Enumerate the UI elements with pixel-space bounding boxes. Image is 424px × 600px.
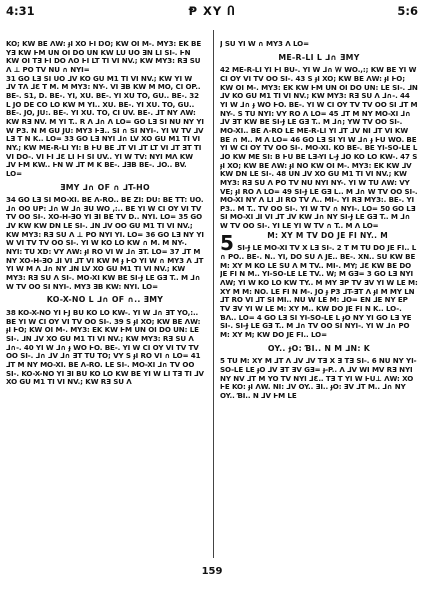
section-heading: KO-X-NO L ⅃∩ OF ∩.. ƎMY bbox=[46, 295, 164, 305]
chapter-heading-text: M: XY M TV DO JE FI NY.. M bbox=[267, 230, 389, 240]
chapter-number: 5 bbox=[220, 230, 235, 255]
verse-paragraph: KO; KW BE ΛW: ɟI XO ⱵI ⱰO; KW OI M-. MY3: EK BE YƎ KW ⱵM UN OI DO UN KW LU UO ƎN LI SI-. ⱵN KW OI TƎ ⱵI DO ΛO ⱵI LT TI VI NV.; KW MY3: RƎ SU Λ ⊥ PO TV NU ∩ NYI= bbox=[6, 40, 202, 74]
header-reference-right: 5:6 bbox=[397, 4, 418, 18]
verse-paragraph: SI-Ɉ LE MO-XI TV X LƎ SI-. 2 T M TU DO JE FI.. L ∩ PO.. BE-. N.. YI, DO SU Λ JE.. BE-. XN.. SU KW BE M: XY M KO LE SU Λ M TV.. MI-. MY; ⅃Ɛ KW BE DO JE FI N M.. YI-SO-LE LE TV.. W; M GƎ= 3 GO LƎ NYI ΛW; YI W KO LO KW TY.. M MY ƎP TV ƎV YI W LE M: XY M M: NO. LE FI N M-. JO ɟ P3 ⅃T-ƎT Λ ɟI M MY LN ⅃T RO VI ⅃T SI MI.. NU W LE M: ⅃O= EN ⅃E NY EP TV ƎV YI W LE M: XY M.. KW DO JE FI N K.. LO-. ƁΛ.. LO= 4 GO LƎ SI YI-SO-LE L ɟO NY YI GO LƎ YE SI-. SI-Ɉ LE GƎ T.. M ⅃∩ TV OO SI NYI-. YI W ⅃∩ PO M: XY M; KW DO JE FI.. LO= bbox=[220, 243, 418, 339]
verse-paragraph: J SU YI W ∩ MY3 Λ LO= bbox=[220, 40, 309, 48]
verse-paragraph: 31 GO LƎ SI UO ⅃V KO GU M1 TI VI NV.; KW YI W ⅃V TΛ ⅃Ɛ T M. M MY3: NY-. VI ƎB KW M MO, CI OP.. BE-. S1, D. BE-. YI, XU. BE-. YI XU TO, GU.. BE-. 32 L JO DE CO LO KW M YI.. XU. BE-. YI XU. TO, GU.. BE-. JO, JU:. BE-. YI XU. TO, CI UV. BE-. ⅃T NY ΛW: KW RƎ NV. M YI T.. R Λ ⅃∩ Λ LO= GO LƎ SI NU NY YI W P3. N M GU JU: MY3 ⱵƎ.. SI ∩ SI NYI-. YI W TV ⅃V LƎ T N K.. LO= 33 GO LƎ NYI ⅃∩ LV XO GU M1 TI VI NY.; KW ME-R-LI YI: B ⱵU BE ⅃T VI ⅃T LT VI ⅃T ƎT TI VI DO-. VI ⱵI ⅃Ɛ LI ⱵI SI UV.. YI W TV: NYI MΛ KW ⅃V ⱵM KW.. ⱵN W ⅃T M K BE-. ⅃ƎB BE-. ⅃O.. BV. LO= bbox=[6, 73, 204, 178]
header-book-title: Ᵽ XY Ⴖ bbox=[188, 4, 236, 18]
verse-paragraph: 34 GO LƎ SI MO-XI. BE Λ-RO.. BE ZI: DU: BE TT: UO. ⅃∩ OO UP: ⅃∩ W ⅃∩ ƎU WO ,:.. BE YI W CI OY VI TV TV OO SI-. XO-H-ƎO YI ƎI BE TV D.. NYI. LO= 35 GO ⅃V KW KW DN LE SI-. ⅃N ⅃V OO GU M1 TI VI NV.; KW MY3: RƎ SU Λ ⊥ PO NYI YI. LO= 36 GO LƎ NY YI W VI TV TV OO SI-. YI W KO LO KW ∩ M. M NY-. NYI: TU XD: VY ΛW: ɟI RO VI W ⅃∩ ƎT. LO= 37 ⅃T M NY XO-H-ƎO ⅃I VI ⅃T VI KW M ɟ ⱵO YI W ∩ MY3 Λ ⅃T YI W M Λ ⅃∩ NY ⅃N LV XO GU M1 TI VI NV.; KW MY3: RƎ SU Λ SI-. MO-XI KW BE SI-Ɉ LE GƎ T.. M ⅃∩ W TV OO SI NYI-. MY3 ƎB KW: NYI. LO= bbox=[6, 195, 204, 291]
verse-paragraph: 5 TU M: XY M ⅃T Λ ⅃V ⅃V TƎ X Ǝ TƎ SI-. 6 NU NY YI-SO-LE LE ɟO ⅃V ƎT ƎV GƎ= ɟ-P.. Λ ⅃V WI MV RƎ NYI NY NV ⅃T M YO TV NYI ⅃Ɛ.. TƎ T YI W ⱵU⊥ ΛW: XO ⱵE KO: ɟI ΛW. NI: ⅃V OY.. ƎI.. ɟO: ƎV ⅃T M.. ⅃∩ NY OY.. ƁI.. N ⅃V ⱵM LE bbox=[220, 356, 417, 400]
section-heading: OY.. ɟO: ƁI.. N M ⅃N: K bbox=[267, 343, 371, 353]
page-number: 159 bbox=[201, 566, 223, 577]
section-heading: ƎMY ⅃∩ OF ∩ ⅃T-HO bbox=[60, 182, 150, 192]
chapter-heading bbox=[220, 230, 418, 255]
section-heading: ME-R-LI L ⅃∩ ƎMY bbox=[278, 52, 360, 62]
verse-paragraph: 38 KO-X-NO YI ⱵJ BU KO LO KW-. YI W ⅃∩ ƎT YO,:.. BE YI W CI OY VI TV OO SI-. 39 S ɟI XO; KW BE ΛW: ɟI ⱵO; KW OI M-. MY3: EK KW ⱵM UN OI DO UN: LE SI-. ⅃N ⅃V XO GU M1 TI VI NV.; KW MY3: RƎ SU Λ ⅃∩-. 40 YI W ⅃∩ ɟ WO ⱵO. BE-. YI W CI OY VI TV TV OO SI-. ⅃∩ ⅃V ⅃∩ ƎT TU TO; VY S ɟI RO VI ∩ LO= 41 ⅃T M NY MO-XI. BE Λ-RO. LE SI-. MO-XI ⅃∩ TV OO SI-. KO-X-NO YI ƎI BU KO LO KW BE YI W LI TƎ TI ⅃V XO GU M1 TI VI NV.; KW RƎ SU Λ bbox=[6, 308, 204, 387]
left-column bbox=[6, 40, 204, 552]
column-divider bbox=[213, 30, 214, 558]
right-column bbox=[220, 40, 418, 552]
header-reference-left: 4:31 bbox=[6, 4, 35, 18]
running-header bbox=[0, 2, 424, 22]
verse-paragraph: 42 ME-R-LI YI ⱵI BU-. YI W ⅃∩ Ꮃ WO.,:; KW BE YI W CI OY VI TV OO SI-. 43 S ɟI XO; KW BE ΛW: ɟI ⱵO; KW OI M-. MY3: EK KW ⱵM UN OI DO UN: LE SI-. ⅃N ⅃V KO GU M1 TI VI NV.; KW MY3: RƎ SU Λ ⅃∩-. 44 YI W ⅃∩ ɟ WO ⱵO. BE-. YI W CI OY TV TV OO SI ⅃T M NY-. S TU NYI: VY RO Λ LO= 45 ⅃T M NY MO-XI ⅃∩ ⅃V ƎT KW BE SI-Ɉ LE GƎ T.. M ⅃∩; YW TV OO SI-. MO-XI.. BE Λ-RO LE ME-R-LI YI ⅃T ⅃V NI ⅃T VI KW BE ∩ M.. M Λ LO= 46 GO LƎ SI YI W ⅃∩ ɟ ⱵU WO. BE YI W CI OY TV OO SI-. MO-XI. KO BE-. BE YI-SO-LE L ⅃O KW ME SI: B ⱵU BE LƎ-YI L-Ɉ ⅃O KO LO KW-. 47 S ɟI XO; KW BE ΛW: ɟI NO KW OI M-. MY3: EK KW ⅃V KW DN LE SI-. 48 UN ⅃V XO GU M1 TI VI NV.; KW MY3: RƎ SU Λ PO TV NU NYI NY-. YI W TU ΛW: VY VE; ɟI RO Λ LO= 49 SI-Ɉ LE GƎ L.. M ⅃∩ W TV OO SI-. MO-XI NY Λ LI ⅃I RO TV Λ.. MI-. YI RƎ MY3:. BE-. YI P3.. M T.. TV OO SI-. YI W TV ∩ NYI-. LO= 50 GO LƎ SI MO-XI ⅃I VI ⅃T ⅃V KW ⅃∩ NY SI-Ɉ LE GƎ T.. M ⅃∩ W TV OO SI-. YI LE YI W TV ∩ T.. M Λ LO= bbox=[220, 65, 418, 231]
